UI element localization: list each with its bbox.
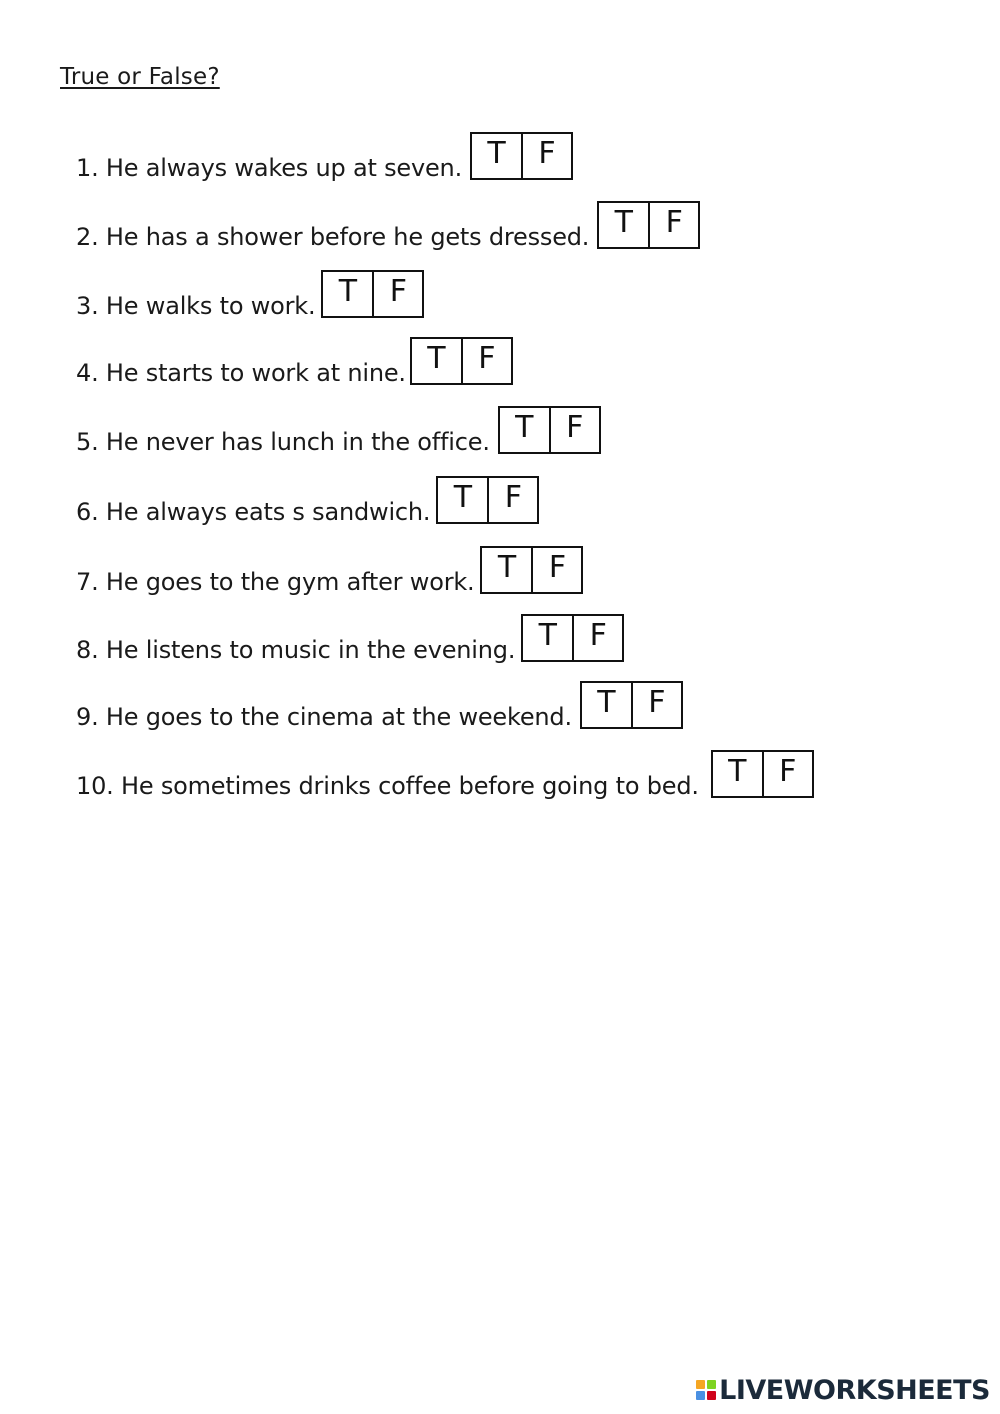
question-text: 1. He always wakes up at seven. [76, 154, 462, 182]
false-option[interactable]: F [478, 341, 496, 376]
worksheet-title: True or False? [60, 64, 220, 90]
true-false-box [410, 337, 513, 385]
question-row [76, 614, 624, 664]
false-option[interactable]: F [665, 205, 683, 240]
logo-square-green [707, 1380, 716, 1389]
question-text: 10. He sometimes drinks coffee before going to bed. [76, 772, 699, 800]
false-option[interactable]: F [779, 754, 797, 789]
question-text: 9. He goes to the cinema at the weekend. [76, 703, 572, 731]
false-option[interactable]: F [389, 274, 408, 309]
true-false-box [480, 546, 583, 594]
logo-square-blue [696, 1391, 705, 1400]
true-option[interactable]: T [523, 616, 574, 660]
true-false-box [521, 614, 624, 662]
question-text: 8. He listens to music in the evening. [76, 636, 516, 664]
true-option[interactable]: T [482, 548, 533, 592]
question-row [76, 681, 683, 731]
question-row [76, 546, 583, 596]
question-row [76, 201, 700, 251]
true-option[interactable]: T [472, 134, 523, 178]
true-false-box [470, 132, 573, 180]
question-text: 6. He always eats s sandwich. [76, 498, 431, 526]
false-option[interactable]: F [504, 480, 522, 515]
true-false-box [597, 201, 700, 249]
true-false-box [498, 406, 601, 454]
question-text: 2. He has a shower before he gets dressed. [76, 223, 590, 251]
true-option[interactable]: T [713, 752, 764, 796]
false-option[interactable]: F [566, 410, 584, 445]
true-option[interactable]: T [323, 272, 374, 316]
question-text: 5. He never has lunch in the office. [76, 428, 490, 456]
liveworksheets-logo-icon [696, 1380, 716, 1400]
brand-logo [696, 1374, 990, 1406]
true-option[interactable]: T [500, 408, 551, 452]
true-false-box [436, 476, 539, 524]
false-option[interactable]: F [589, 618, 607, 653]
question-text: 4. He starts to work at nine. [76, 359, 406, 387]
question-row [76, 750, 814, 800]
logo-square-red [707, 1391, 716, 1400]
question-row [76, 337, 513, 387]
false-option[interactable]: F [548, 550, 567, 585]
false-option[interactable]: F [648, 685, 666, 720]
question-row [76, 270, 424, 320]
logo-square-orange [696, 1380, 705, 1389]
question-text: 7. He goes to the gym after work. [76, 568, 475, 596]
true-option[interactable]: T [438, 478, 489, 522]
true-false-box [321, 270, 424, 318]
true-option[interactable]: T [412, 339, 463, 383]
true-option[interactable]: T [582, 683, 633, 727]
question-row [76, 132, 573, 182]
question-row [76, 476, 539, 526]
true-false-box [580, 681, 683, 729]
question-text: 3. He walks to work. [76, 292, 316, 320]
true-false-box [711, 750, 814, 798]
false-option[interactable]: F [538, 136, 556, 171]
brand-name: LIVEWORKSHEETS [719, 1374, 990, 1406]
true-option[interactable]: T [599, 203, 650, 247]
question-row [76, 406, 601, 456]
